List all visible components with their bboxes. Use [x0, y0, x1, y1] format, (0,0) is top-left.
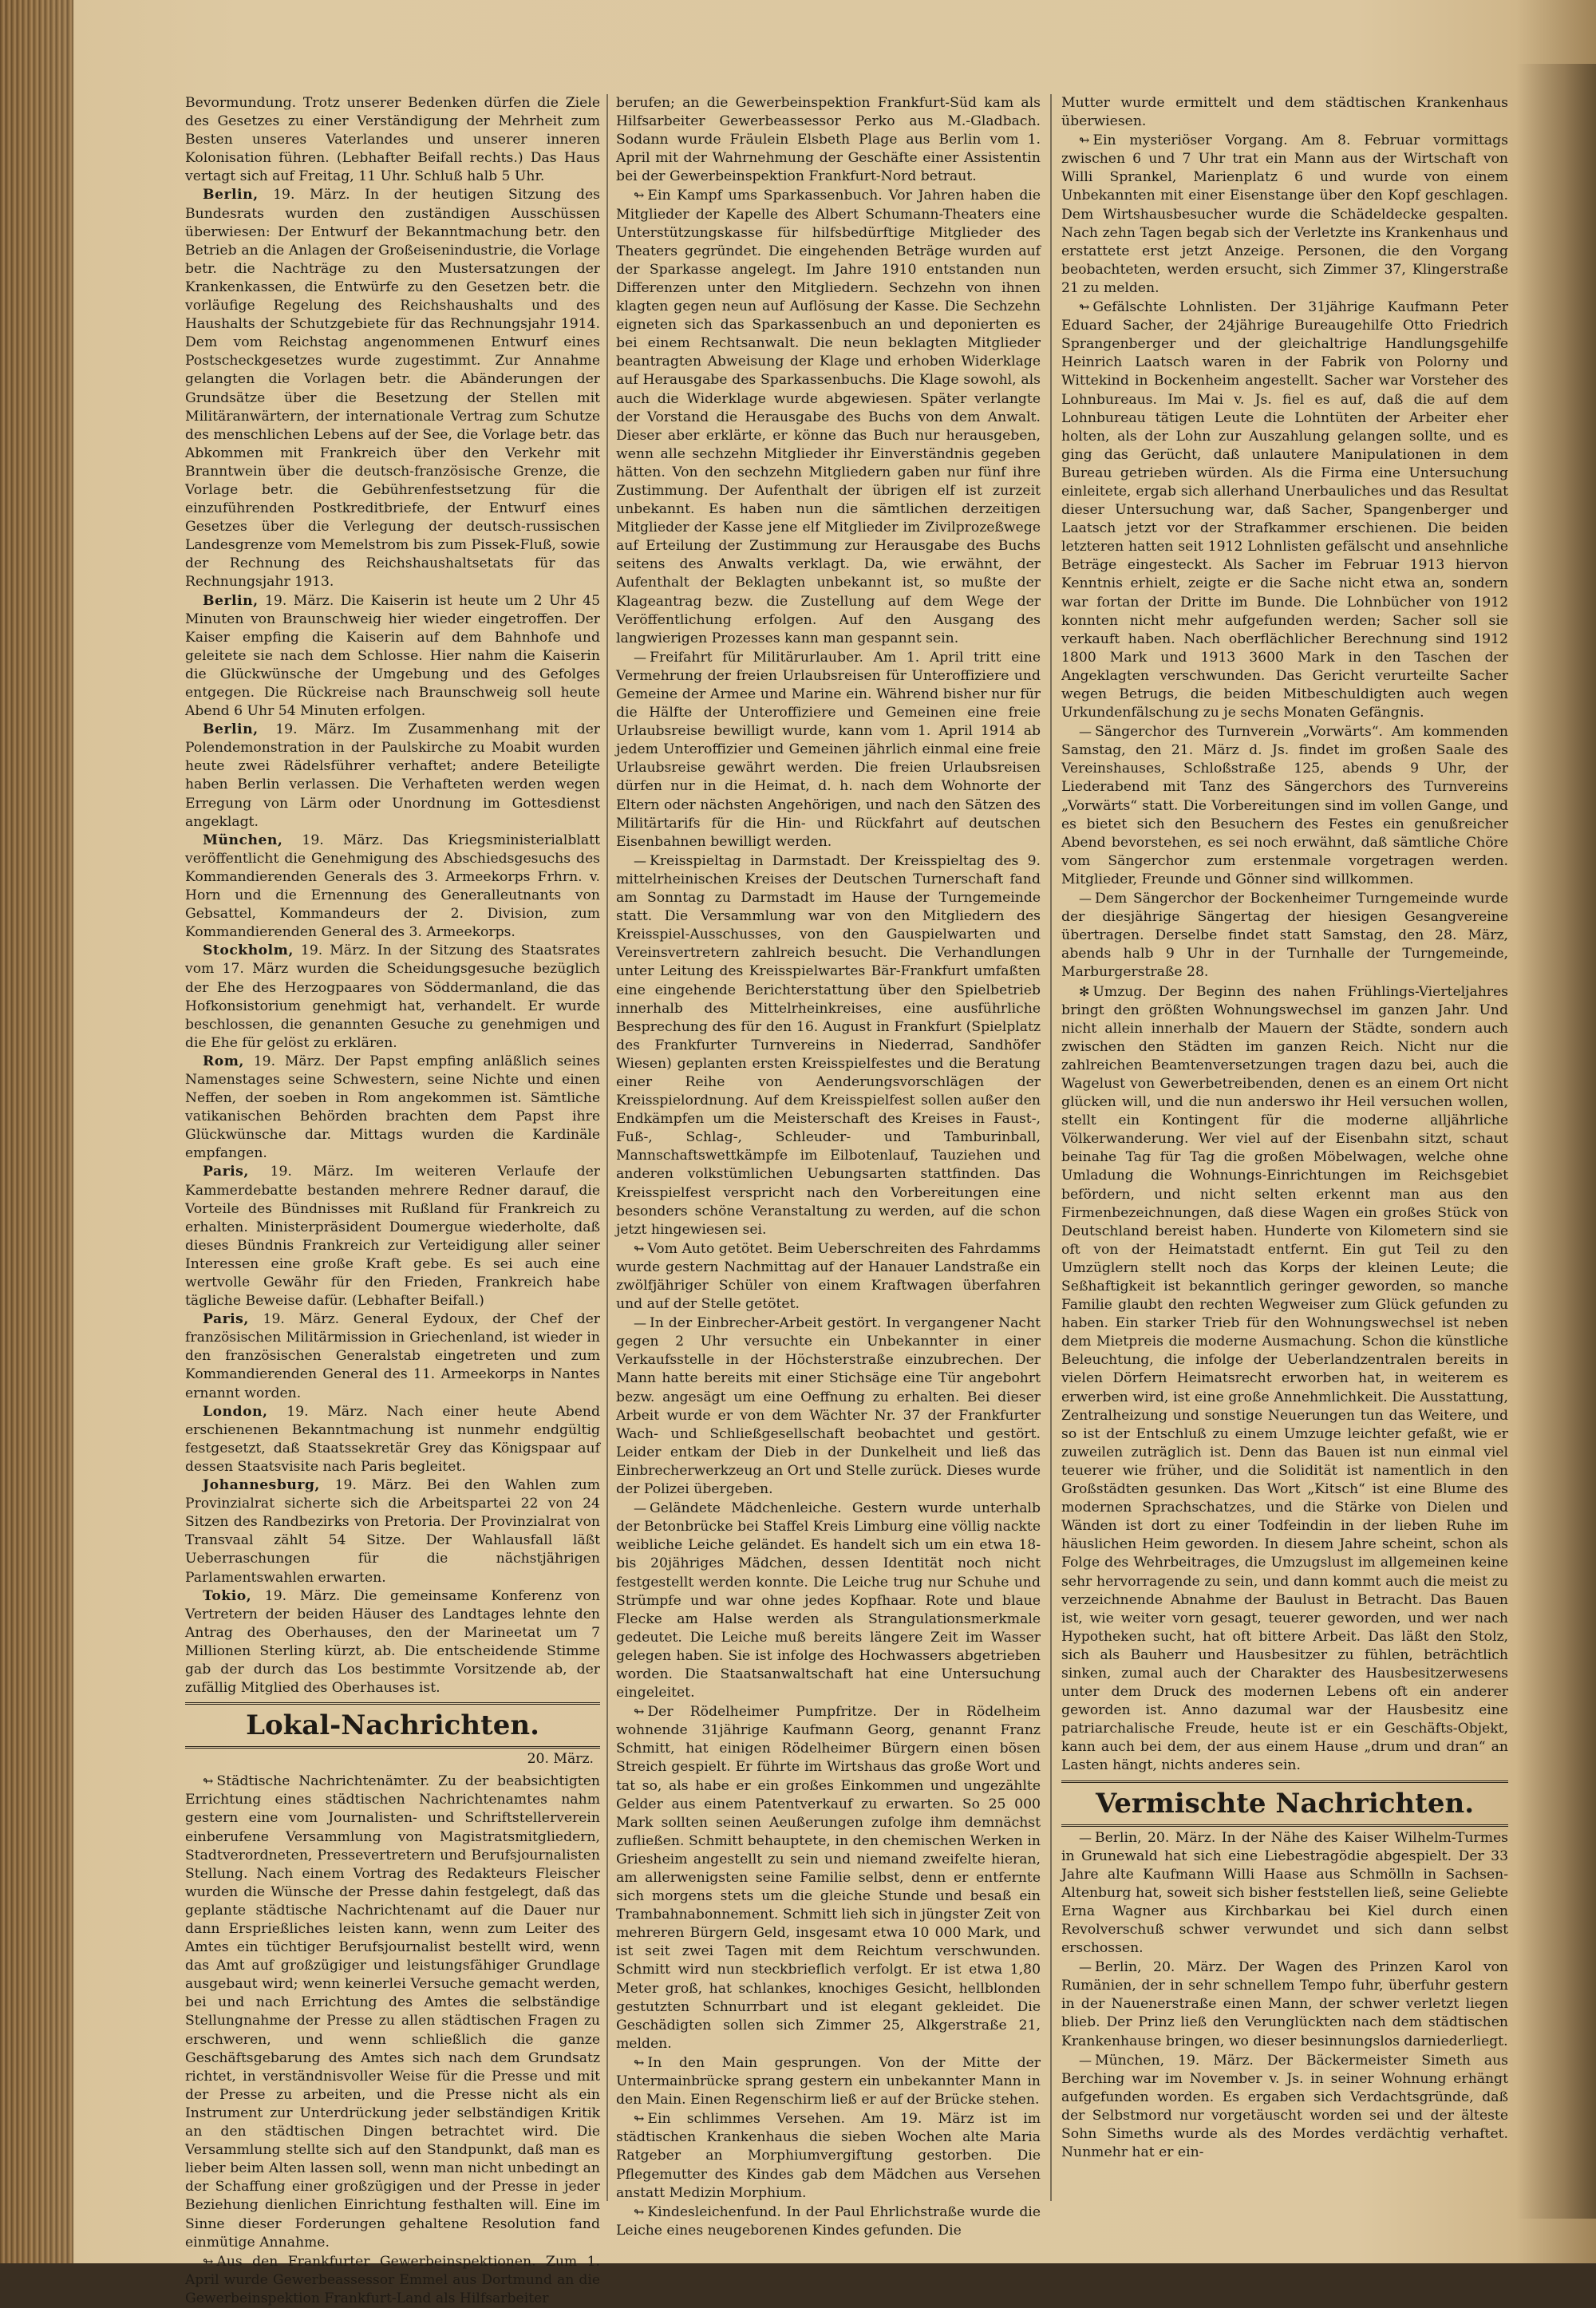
paragraph-marker: ↬: [634, 1240, 645, 1256]
paragraph-marker: —: [1079, 1959, 1092, 1975]
dateline: Berlin,: [203, 592, 259, 609]
article-paragraph: [616, 852, 1041, 1239]
article-text: Kindesleichenfund. In der Paul Ehrlichstraße wurde die Leiche eines neugeborenen Kindes gefunden. Die: [616, 2203, 1041, 2239]
dateline: Rom,: [203, 1053, 244, 1069]
article-paragraph: [1061, 94, 1508, 131]
paragraph-marker: ↬: [1079, 132, 1090, 148]
article-text: 19. März. Der Papst empfing anläßlich seines Namenstages seine Schwestern, seine Nichte und einen Neffen, der soeben in Rom angekommen ist. Sämtliche vatikanischen Behörden brachten dem Papst ihre Glückwünsche dar. Mittags wurden die Kardinäle empfangen.: [185, 1053, 600, 1162]
article-text: berufen; an die Gewerbeinspektion Frankfurt-Süd kam als Hilfsarbeiter Gewerbeassessor Perko aus M.-Gladbach. Sodann wurde Fräulein Elsbeth Plage aus Berlin vom 1. April mit der Wahrnehmung der Geschäfte einer Assistentin bei der Gewerbeinspektion Frankfurt-Nord betraut.: [616, 95, 1041, 185]
article-text: Vom Auto getötet. Beim Ueberschreiten des Fahrdamms wurde gestern Nachmittag auf der Hanauer Landstraße ein zwölfjähriger Schüler von einem Kraftwagen überfahren und auf der Stelle getötet.: [616, 1240, 1041, 1313]
article-paragraph: [1061, 889, 1508, 982]
column-2: [616, 94, 1041, 2239]
article-text: Ein Kampf ums Sparkassenbuch. Vor Jahren haben die Mitglieder der Kapelle des Albert Schumann-Theaters eine Unterstützungskasse für hilfsbedürftige Mitglieder des Theaters gegründet. Die eingehenden Beträge wurden auf der Sparkasse angelegt. Im Jahre 1910 entstanden nun Differenzen unter den Mitgliedern. Sechzehn von ihnen klagten gegen neun auf Auflösung der Kasse. Die Sechzehn eigneten sich das Sparkassenbuch an und deponierten es bei einem Rechtsanwalt. Die neun beklagten Mitglieder beantragten Abweisung der Klage und erhoben Widerklage auf Herausgabe des Sparkassenbuchs. Die Klage sowohl, als auch die Widerklage wurde abgewiesen. Später verlangte der Vorstand die Herausgabe des Buchs von dem Anwalt. Dieser aber erklärte, er könne das Buch nur herausgeben, wenn alle sechzehn Mitglieder ihr Einverständnis gegeben hätten. Von den sechzehn Mitgliedern gaben nur fünf ihre Zustimmung. Der Aufenthalt der übrigen elf ist zurzeit unbekannt. Es haben nun die sämtlichen derzeitigen Mitglieder der Kasse jene elf Mitglieder im Zivilprozeßwege auf Erteilung der Zustimmung zur Herausgabe des Buchs seitens des Anwalts verklagt. Da, wie erwähnt, der Aufenthalt der Beklagten unbekannt ist, so mußte der Klageantrag bezw. die Zustellung auf dem Wege der Veröffentlichung erfolgen. Auf den Ausgang des langwierigen Prozesses kann man gespannt sein.: [616, 188, 1041, 646]
article-text: 19. März. Bei den Wahlen zum Provinzialrat sicherte sich die Arbeitspartei 22 von 24 Sitzen des Randbezirks von Pretoria. Der Provinzialrat von Transvaal zählt 54 Sitze. Der Wahlausfall läßt Ueberraschungen für die nächstjährigen Parlamentswahlen erwarten.: [185, 1477, 600, 1586]
article-paragraph: [185, 94, 600, 186]
paragraph-marker: ↬: [634, 2054, 645, 2070]
article-text: Bevormundung. Trotz unserer Bedenken dürfen die Ziele des Gesetzes zu einer Verständigung der Mehrheit zum Besten unseres Vaterlandes und unserer inneren Kolonisation führen. (Lebhafter Beifall rechts.) Das Haus vertagt sich auf Freitag, 11 Uhr. Schluß halb 5 Uhr.: [185, 95, 600, 185]
article-text: Freifahrt für Militärurlauber. Am 1. April tritt eine Vermehrung der freien Urlaubsreisen für Unteroffiziere und Gemeine der Armee und Marine ein. Während bisher nur für die Hälfte der Unteroffiziere und Gemeinen eine freie Urlaubsreise bewilligt wurde, kann vom 1. April 1914 ab jedem Unteroffizier und Gemeinen jährlich einmal eine freie Urlaubsreise gewährt werden. Die freien Urlaubsreisen dürfen nur in die Heimat, d. h. nach dem Wohnorte der Eltern oder nächsten Angehörigen, und nach den Sätzen des Militärtarifs für die Hin- und Rückfahrt auf deutschen Eisenbahnen bewilligt werden.: [616, 649, 1041, 850]
article-paragraph: [616, 1499, 1041, 1702]
paragraph-marker: —: [1079, 1829, 1092, 1845]
article-text: 19. März. Die Kaiserin ist heute um 2 Uhr 45 Minuten von Braunschweig hier wieder eingetroffen. Der Kaiser empfing die Kaiserin auf dem Bahnhofe und geleitete sie nach dem Schlosse. Hier nahm die Kaiserin die Glückwünsche der Umgebung und des Gefolges entgegen. Die Rückreise nach Braunschweig soll heute Abend 6 Uhr 54 Minuten erfolgen.: [185, 592, 600, 720]
article-paragraph: [616, 1314, 1041, 1499]
article-paragraph: [185, 942, 600, 1053]
article-paragraph: [616, 94, 1041, 186]
article-text: 19. März. General Eydoux, der Chef der französischen Militärmission in Griechenland, ist wieder in den französischen Generalstab eingetreten und zum Kommandierenden General des 11. Armeekorps in Nantes ernannt worden.: [185, 1311, 600, 1401]
article-paragraph: [185, 1403, 600, 1476]
dateline: Paris,: [203, 1311, 249, 1328]
paragraph-marker: ↬: [634, 2111, 645, 2127]
local-news-continued: [1061, 94, 1508, 1776]
article-paragraph: [616, 186, 1041, 647]
paragraph-marker: —: [1079, 724, 1092, 740]
article-text: Aus den Frankfurter Gewerbeinspektionen. Zum 1. April wurde Gewerbeassessor Emmel aus Dortmund an die Gewerbeinspektion Frankfurt-Land als Hilfsarbeiter: [185, 2253, 600, 2306]
article-paragraph: [185, 592, 600, 721]
local-news-continued: [616, 94, 1041, 2240]
article-paragraph: [1061, 298, 1508, 722]
column-1: [185, 94, 601, 2306]
article-paragraph: [185, 1476, 600, 1587]
article-paragraph: [1061, 982, 1508, 1776]
article-paragraph: [616, 2109, 1041, 2202]
article-paragraph: [185, 721, 600, 832]
dateline: Johannesburg,: [203, 1477, 320, 1494]
dateline: Tokio,: [203, 1587, 252, 1604]
article-text: Geländete Mädchenleiche. Gestern wurde unterhalb der Betonbrücke bei Staffel Kreis Limburg eine völlig nackte weibliche Leiche geländet. Es handelt sich um ein etwa 18- bis 20jähriges Mädchen, dessen Identität noch nicht festgestellt werden konnte. Die Leiche trug nur Schuhe und Strümpfe und war ohne jedes Kopfhaar. Rote und blaue Flecke am Halse werden als Strangulationsmerkmale gedeutet. Die Leiche muß bereits längere Zeit im Wasser gelegen haben. Sie ist infolge des Hochwassers abgetrieben worden. Die Staatsanwaltschaft hat eine Untersuchung eingeleitet.: [616, 1500, 1041, 1701]
article-text: 19. März. In der Sitzung des Staatsrates vom 17. März wurden die Scheidungsgesuche bezüglich der Ehe des Herzogpaares von Söddermanland, die das Hofkonsistorium genehmigt hat, verhandelt. Er wurde beschlossen, die genannten Gesuche zu genehmigen und die Ehe für gelöst zu erklären.: [185, 943, 601, 1051]
article-text: 19. März. In der heutigen Sitzung des Bundesrats wurden den zuständigen Ausschüssen überwiesen: Der Entwurf der Bekanntmachung betr. den Betrieb an die Anlagen der Großeisenindustrie, die Vorlage betr. die Nachträge zu den Mustersatzungen der Krankenkassen, die Entwürfe zu den Gesetzen betr. die vorläufige Regelung des Reichshaushalts und des Haushalts der Schutzgebiete für das Rechnungsjahr 1914. Dem vom Reichstag angenommenen Entwurf eines Postscheckgesetzes wurde zugestimmt. Zur Annahme gelangten die Vorlagen betr. die Abänderungen der Grundsätze über die Besetzung der Stellen mit Militäranwärtern, der internationale Vertrag zum Schutze des menschlichen Lebens auf der See, die Vorlage betr. das Abkommen mit Frankreich über den Verkehr mit Branntwein über die deutsch-französische Grenze, die Vorlage betr. die Gebührenfestsetzung für die einzuführenden Postkreditbriefe, der Entwurf eines Gesetzes über die Verlegung der deutsch-russischen Landesgrenze vom Memelstrom bis zum Pissek-Fluß, sowie der Rechnung des Reichshaushaltsetats für das Rechnungsjahr 1913.: [185, 187, 600, 591]
article-paragraph: [616, 2053, 1041, 2109]
article-text: 19. März. Die gemeinsame Konferenz von Vertretern der beiden Häuser des Landtages lehnte den Antrag des Oberhauses, den der Marineetat um 7 Millionen Sterling kürzt, ab. Die entscheidende Stimme gab der durch das Los bestimmte Vorsitzende ab, der zufällig Mitglied des Oberhauses ist.: [185, 1587, 600, 1697]
article-text: 19. März. Das Kriegsministerialblatt veröffentlicht die Genehmigung des Abschiedsgesuchs des Kommandierenden Generals des 3. Armeekorps Frhrn. v. Horn und die Ernennung des Generalleutnants von Gebsattel, Kommandeurs der 2. Division, zum Kommandierenden General des 3. Armeekorps.: [185, 832, 600, 941]
section-title-lokal: Lokal-Nachrichten.: [185, 1702, 600, 1749]
article-paragraph: [185, 1587, 600, 1698]
paragraph-marker: ↬: [203, 2253, 214, 2269]
political-news: [185, 94, 600, 1697]
paragraph-marker: ↬: [634, 2203, 645, 2219]
dateline: München,: [203, 832, 283, 848]
mixed-news: [1061, 1828, 1508, 2163]
paragraph-marker: —: [634, 1500, 646, 1516]
article-paragraph: [185, 186, 600, 591]
paragraph-marker: ↬: [634, 1704, 645, 1720]
local-news: [185, 1772, 600, 2308]
article-paragraph: [185, 1053, 600, 1164]
article-text: München, 19. März. Der Bäckermeister Simeth aus Berching war im November v. Js. in seiner Wohnung erhängt aufgefunden worden. Es ergaben sich Verdachtsgründe, daß der Selbstmord nur vorgetäuscht worden sei und der älteste Sohn Simeths wurde als des Mordes verdächtig verhaftet. Nunmehr hat er ein-: [1061, 2052, 1508, 2161]
article-text: Berlin, 20. März. Der Wagen des Prinzen Karol von Rumänien, der in sehr schnellem Tempo fuhr, überfuhr gestern in der Nauenerstraße einen Mann, der schwer verletzt liegen blieb. Der Prinz ließ den Verunglückten nach dem städtischen Krankenhause bringen, wo dieser besinnungslos darniederliegt.: [1061, 1959, 1508, 2049]
article-paragraph: [185, 1310, 600, 1402]
section-title-vermischte: Vermischte Nachrichten.: [1061, 1780, 1508, 1827]
paragraph-marker: —: [1079, 2052, 1092, 2068]
article-text: Umzug. Der Beginn des nahen Frühlings-Vierteljahres bringt den größten Wohnungswechsel im ganzen Jahr. Und nicht allein innerhalb der Mauern der Städte, sondern auch zwischen den Städten im ganzen Reich. Nicht nur die zahlreichen Beamtenversetzungen tragen dazu bei, auch die Wagelust von Gewerbetreibenden, denen es an einem Ort nicht glücken will, und die nun anderswo ihr Heil versuchen wollen, stellt ein Kontingent für die moderne alljährliche Völkerwanderung. Wer viel auf der Eisenbahn sitzt, schaut beinahe Tag für Tag die großen Möbelwagen, welche ohne Umladung die Wohnungs-Einrichtungen im Reichsgebiet befördern, und nicht selten erkennt man aus den Firmenbezeichnungen, daß diese Wagen ein großes Stück von Deutschland bereist haben. Hunderte von Kilometern sind sie oft von der Heimatstadt entfernt. Ein gut Teil zu den Umzüglern stellt noch das Korps der kleinen Leute; die Seßhaftigkeit ist bekanntlich geringer geworden, so manche Familie glaubt den rechten Wegweiser zum Glück gefunden zu haben. Ein starker Trieb für den Wohnungswechsel ist neben dem Mietpreis die moderne Ausmachung. Schon die künstliche Beleuchtung, die infolge der Ueberlandzentralen bereits in vielen Dörfern Heimatsrecht erworben hat, in weiterem es erwerben wird, ist eine große Annehmlichkeit. Die Ausstattung, Zentralheizung und sonstige Neuerungen tun das Weitere, und so ist der Entschluß zu einem Umzuge leichter gefaßt, wie er zuweilen zuträglich ist. Denn das Bauen ist nun einmal viel teuerer wie früher, und die Solidität ist namentlich in den Großstädten gesunken. Das Wort „Kitsch“ ist eine Blume des modernen Sprachschatzes, und die Stärke von Dielen und Wänden ist dort zu einer Todfeindin in der lieben Ruhe im häuslichen Heim geworden. In diesem Jahre scheint, schon als Folge des Wehrbeitrages, die Umzugslust im allgemeinen keine sehr hervorragende zu sein, und dann kommt auch die meist zu verzeichnende Abnahme der Baulust in Betracht. Das Bauen ist, wie weiter vorn gesagt, teuerer geworden, und wer nach Hypotheken sucht, hat oft bittere Arbeit. Das läßt den Stolz, sich als Bauherr und Hausbesitzer zu fühlen, beträchtlich sinken, zumal auch der Charakter des Hausbesitzerwesens unter dem Druck des modernen Lebens oft ein anderer geworden ist. Anno dazumal war der Hausbesitz eine patriarchalische Freude, heute ist er ein Geschäfts-Objekt, kann auch bei dem, der aus einem Hause „drum und dran“ an Lasten hängt, nichts anderes sein.: [1061, 983, 1508, 1774]
article-paragraph: [1061, 131, 1508, 298]
article-paragraph: [1061, 1828, 1508, 1958]
paragraph-marker: ↬: [1079, 299, 1090, 315]
dateline: Berlin,: [203, 721, 259, 738]
page-shadow: [1516, 64, 1596, 2219]
column-divider: [606, 94, 608, 2201]
article-paragraph: [616, 2203, 1041, 2240]
article-text: Ein mysteriöser Vorgang. Am 8. Februar vormittags zwischen 6 und 7 Uhr trat ein Mann aus der Wirtschaft von Willi Sprankel, Marienplatz 6 und wurde von einem Unbekannten mit einer Eisenstange über den Kopf geschlagen. Dem Wirtshausbesucher wurde die Schädeldecke gespalten. Nach zehn Tagen begab sich der Verletzte ins Krankenhaus und erstattete erst jetzt Anzeige. Personen, die den Vorgang beobachteten, werden ersucht, sich Zimmer 37, Klingerstraße 21 zu melden.: [1061, 132, 1508, 296]
article-paragraph: [185, 2252, 600, 2308]
article-paragraph: [1061, 722, 1508, 889]
section-date: 20. März.: [527, 1751, 594, 1768]
article-text: Berlin, 20. März. In der Nähe des Kaiser Wilhelm-Turmes in Grunewald hat sich eine Liebestragödie abgespielt. Der 33 Jahre alte Kaufmann Willi Haase aus Schmölln in Sachsen-Altenburg hat, soweit sich bisher feststellen ließ, seine Geliebte Erna Wagner aus Kirchbarkau bei Kiel durch einen Revolverschuß schwer verwundet und sich dann selbst erschossen.: [1061, 1829, 1508, 1957]
article-paragraph: [185, 1163, 600, 1310]
article-text: 19. März. Im weiteren Verlaufe der Kammerdebatte bestanden mehrere Redner darauf, die Vorteile des Bündnisses mit Rußland für Frankreich zu erhalten. Ministerpräsident Doumergue wiederholte, daß dieses Bündnis Frankreich zur Verteidigung aller seiner Interessen eine große Kraft gebe. Es sei auch eine wertvolle Gewähr für den Frieden, Frankreich habe tägliche Beweise dafür. (Lebhafter Beifall.): [185, 1164, 600, 1310]
dateline: Paris,: [203, 1164, 249, 1180]
article-text: Der Rödelheimer Pumpfritze. Der in Rödelheim wohnende 31jährige Kaufmann Georg, genannt Franz Schmitt, hat einigen Rödelheimer Bürgern einen bösen Streich gespielt. Er führte im Wirtshaus das große Wort und tat so, als habe er ein großes Einkommen und ungezählte Gelder aus einem Patentverkauf zu erwarten. So 25 000 Mark sollten seinen Aeußerungen zufolge ihm demnächst zufließen. Schmitt behauptete, in den chemischen Werken in Griesheim angestellt zu sein und niemand zweifelte hieran, am allerwenigsten seine Familie selbst, denn er entfernte sich morgens stets um die gleiche Stunde und besaß ein Trambahnabonnement. Schmitt lieh sich in jüngster Zeit von mehreren Bürgern Geld, insgesamt etwa 10 000 Mark, und ist seit zwei Tagen mit dem Reichtum verschwunden. Schmitt wird nun steckbrieflich verfolgt. Er ist etwa 1,80 Meter groß, hat schlankes, knochiges Gesicht, hellblonden gestutzten Schnurrbart und ist elegant gekleidet. Die Geschädigten sollen sich Zimmer 25, Alkgerstraße 21, melden.: [616, 1704, 1041, 2052]
article-paragraph: [616, 648, 1041, 852]
column-3: [1061, 94, 1508, 2233]
dateline: Stockholm,: [203, 943, 294, 959]
paragraph-marker: —: [634, 1315, 646, 1331]
paragraph-marker: ✻: [1079, 983, 1090, 999]
paragraph-marker: —: [634, 649, 646, 665]
article-text: 19. März. Im Zusammenhang mit der Polendemonstration in der Paulskirche zu Moabit wurden heute zwei Rädelsführer verhaftet; andere Beteiligte haben Berlin verlassen. Die Verhafteten werden wegen Erregung von Lärm oder Unordnung im Gottesdienst angeklagt.: [185, 721, 600, 830]
article-text: Kreisspieltag in Darmstadt. Der Kreisspieltag des 9. mittelrheinischen Kreises der Deutschen Turnerschaft fand am Sonntag zu Darmstadt im Hause der Turngemeinde statt. Die Versammlung war von den Mitgliedern des Kreisspiel-Ausschusses, von den Gauspielwarten und Vereinsvertretern zahlreich besucht. Die Verhandlungen unter Leitung des Kreisspielwartes Bär-Frankfurt umfaßten eine eingehende Berichterstattung über den Spielbetrieb innerhalb des Mittelrheinkreises, eine ausführliche Besprechung des für den 16. August in Frankfurt (Spielplatz des Frankfurter Turnvereins in Niederrad, Sandhöfer Wiesen) geplanten ersten Kreisspielfestes und die Beratung einer Reihe von Aenderungsvorschlägen der Kreisspielordnung. Auf dem Kreisspielfest sollen außer den Endkämpfen um die Meisterschaft des Kreises in Faust-, Fuß-, Schlag-, Schleuder- und Tamburinball, Mannschaftswettkämpfe im Eilbotenlauf, Tauziehen und anderen volkstümlichen Uebungsarten stattfinden. Das Kreisspielfest verspricht nach den Vorbereitungen eine besonders schöne Veranstaltung zu werden, auf die schon jetzt hingewiesen sei.: [616, 852, 1041, 1238]
paragraph-marker: ↬: [203, 1773, 214, 1789]
book-spine-edge: [0, 0, 73, 2263]
paragraph-marker: —: [634, 852, 646, 868]
paragraph-marker: —: [1079, 891, 1092, 907]
article-text: Mutter wurde ermittelt und dem städtischen Krankenhaus überwiesen.: [1061, 95, 1508, 130]
article-text: Dem Sängerchor der Bockenheimer Turngemeinde wurde der diesjährige Sängertag der hiesigen Gesangvereine übertragen. Derselbe findet statt Samstag, den 28. März, abends halb 9 Uhr in der Turnhalle der Turngemeinde, Marburgerstraße 28.: [1061, 891, 1508, 981]
paragraph-marker: ↬: [634, 188, 645, 204]
article-paragraph: [185, 832, 600, 943]
column-divider: [1050, 94, 1052, 2201]
article-paragraph: [616, 1239, 1041, 1314]
dateline: London,: [203, 1403, 268, 1420]
article-text: Städtische Nachrichtenämter. Zu der beabsichtigten Errichtung eines städtischen Nachrichtenamtes nahm gestern eine vom Journalisten- und Schriftstellerverein einberufene Versammlung von Magistratsmitgliedern, Stadtverordneten, Pressevertretern und Berufsjournalisten Stellung. Nach einem Vortrag des Redakteurs Fleischer wurden die Wünsche der Presse dahin festgelegt, daß das geplante städtische Nachrichtenamt auf die Dauer nur dann Ersprießliches leisten kann, wenn zum Leiter des Amtes ein tüchtiger Berufsjournalist bestellt wird, wenn das Amt auf großzügiger und leistungsfähiger Grundlage ausgebaut wird; wenn keinerlei Versuche gemacht werden, bei und nach Errichtung des Amtes die selbständige Stellungnahme der Presse zu allen städtischen Fragen zu erschweren, und wenn schließlich die ganze Geschäftsgebarung des Amtes sich nach dem Grundsatz richtet, in verständnisvoller Weise für die Presse und mit der Presse zu arbeiten, und die Presse nicht als ein Instrument zur Unterdrückung jeder selbständigen Kritik an den städtischen Dingen betrachtet wird. Die Versammlung stellte sich auf den Standpunkt, daß man es lieber beim Alten lassen soll, wenn man nicht unbedingt an der Schaffung einer großzügigen und der Presse in jeder Beziehung dienlichen Einrichtung festhalten will. Eine im Sinne dieser Forderungen gehaltene Resolution fand einmütige Annahme.: [185, 1773, 600, 2251]
dateline: Berlin,: [203, 187, 259, 204]
article-text: Gefälschte Lohnlisten. Der 31jährige Kaufmann Peter Eduard Sacher, der 24jährige Bureaugehilfe Otto Friedrich Sprangenberger und der gleichaltrige Handlungsgehilfe Heinrich Laatsch waren in der Fabrik von Polorny und Wittekind in Bockenheim angestellt. Sacher war Vorsteher des Lohnbureaus. Im Mai v. Js. fiel es auf, daß die auf dem Lohnbureau tätigen Leute die Lohntüten der Arbeiter eher holten, als der Lohn zur Auszahlung gelangen sollte, und es ging das Gerücht, daß unlautere Manipulationen in dem Bureau getrieben würden. Als die Firma eine Untersuchung einleitete, ergab sich allerhand Unerbauliches und das Resultat dieser Untersuchung war, daß Sacher, Spangenberger und Laatsch jetzt vor der Strafkammer erschienen. Die beiden letzteren hatten seit 1912 Lohnlisten gefälscht und ansehnliche Beträge eingesteckt. Als Sacher im Februar 1913 hiervon Kenntnis erhielt, zeigte er die Sache nicht etwa an, sondern war fortan der Dritte im Bunde. Die Lohnbücher von 1912 konnten nicht mehr aufgefunden werden; Sacher soll sie verkauft haben. Nach oberflächlicher Berechnung sind 1912 1800 Mark und 1913 3600 Mark in den Taschen der Angeklagten verschwunden. Das Gericht verurteilte Sacher wegen Betrugs, die beiden Mitbeschuldigten auch wegen Urkundenfälschung zu je sechs Monaten Gefängnis.: [1061, 299, 1508, 721]
article-paragraph: [1061, 1958, 1508, 2050]
article-paragraph: [185, 1772, 600, 2251]
article-text: 19. März. Nach einer heute Abend erschienenen Bekanntmachung ist nunmehr endgültig festgesetzt, daß Staatssekretär Grey das Königspaar auf dessen Staatsvisite nach Paris begleitet.: [185, 1403, 600, 1475]
article-text: In den Main gesprungen. Von der Mitte der Untermainbrücke sprang gestern ein unbekannter Mann in den Main. Einen Regenschirm ließ er auf der Brücke stehen.: [616, 2054, 1041, 2108]
article-paragraph: [1061, 2051, 1508, 2163]
article-text: Ein schlimmes Versehen. Am 19. März ist im städtischen Krankenhaus die sieben Wochen alte Maria Ratgeber an Morphiumvergiftung gestorben. Die Pflegemutter des Kindes gab dem Mädchen aus Versehen anstatt Medizin Morphium.: [616, 2111, 1041, 2201]
article-paragraph: [616, 1702, 1041, 2053]
article-text: In der Einbrecher-Arbeit gestört. In vergangener Nacht gegen 2 Uhr versuchte ein Unbekannter in einer Verkaufsstelle in der Höchsterstraße einzubrechen. Der Mann hatte bereits mit einer Stichsäge eine Tür angebohrt bezw. angesägt um eine Oeffnung zu erhalten. Bei dieser Arbeit wurde er von dem Wächter Nr. 37 der Frankfurter Wach- und Schließgesellschaft beobachtet und gestört. Leider entkam der Dieb in der Dunkelheit und ließ das Einbrecherwerkzeug an Ort und Stelle zurück. Dieses wurde der Polizei übergeben.: [616, 1315, 1041, 1498]
article-text: Sängerchor des Turnverein „Vorwärts“. Am kommenden Samstag, den 21. März d. Js. findet im großen Saale des Vereinshauses, Schloßstraße 125, abends 9 Uhr, der Liederabend mit Tanz des Sängerchors des Turnvereins „Vorwärts“ statt. Die Vorbereitungen sind im vollen Gange, und es bietet sich den Besuchern des Festes ein genußreicher Abend bevorstehen, es sei noch erwähnt, daß sämtliche Chöre vom Sängerchor zum erstenmale vorgetragen werden. Mitglieder, Freunde und Gönner sind willkommen.: [1061, 724, 1508, 887]
